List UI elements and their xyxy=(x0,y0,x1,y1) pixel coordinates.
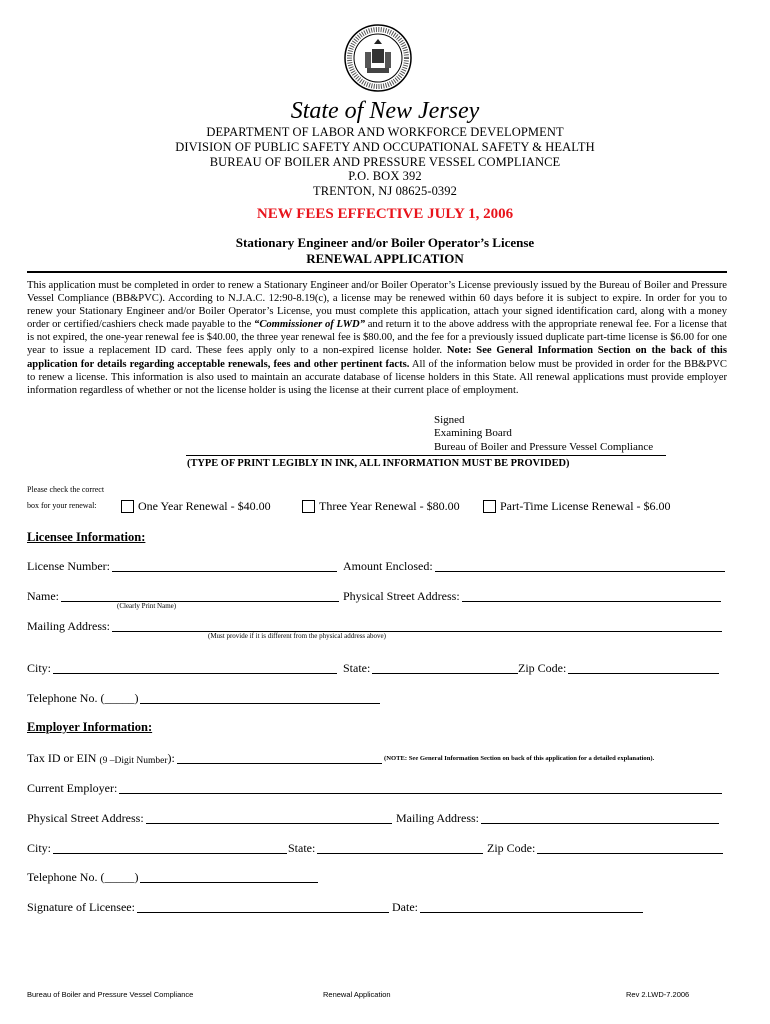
employer-mailing-address-label: Mailing Address: xyxy=(396,811,479,825)
renewal-prompt-2: box for your renewal: xyxy=(27,501,97,510)
examining-board-label: Examining Board xyxy=(434,427,512,439)
employer-state-field[interactable] xyxy=(288,841,483,856)
renewal-prompt-1: Please check the correct xyxy=(27,485,105,494)
three-year-label: Three Year Renewal - $80.00 xyxy=(319,499,460,513)
footer-right: Rev 2.LWD-7.2006 xyxy=(626,990,690,999)
state-seal-icon xyxy=(343,22,413,94)
physical-address-label: Physical Street Address: xyxy=(343,589,460,603)
employer-city-label: City: xyxy=(27,841,52,855)
instructions-paragraph: This application must be completed in order to renew a Stationary Engineer and/or Boiler Operator’s License previously issued by the Bureau of Boiler and Pressure Vessel Compliance (BB&PVC). According to N.J.A.C. 12:90-8.19(c), a license may be renewed within 60 days before it is subject to expire. In order for you to renew your Stationary Engineer and/or Boiler Operator’s License, you must complete this application, attach your signed identification card, along with a money order or certified/cashiers check made payable to the “Commissioner of LWD” and return it to the above address with the appropriate renewal fee. For a license that is not expired, the one-year renewal fee is $40.00, the three year renewal fee is $80.00, and the fee for a previously issued duplicate part-time license is $6.00 for one year to issue a replacement ID card. These fees apply only to a non-expired license holder. Note: See General Information Section on the back of this application for details regarding acceptable renewals, fees and other pertinent facts. All of the information below must be provided in order for the BB&PVC to renew a license. This information is also used to maintain an accurate database of license holders in this State. All renewal applications must provide employer information regardless of whether or not the license holder is using the license at their current place of employment. xyxy=(27,280,728,396)
license-number-label: License Number: xyxy=(27,559,110,573)
footer-center: Renewal Application xyxy=(323,990,391,999)
tax-id-hint: (9 –Digit Number xyxy=(99,756,168,766)
tax-id-field[interactable] xyxy=(27,751,382,766)
amount-enclosed-field[interactable] xyxy=(343,559,725,574)
date-field[interactable] xyxy=(392,900,643,915)
city-line: TRENTON, NJ 08625-0392 xyxy=(313,184,457,198)
department-line: DEPARTMENT OF LABOR AND WORKFORCE DEVELOPMENT xyxy=(206,125,564,139)
signature-field[interactable] xyxy=(27,900,389,915)
employer-heading: Employer Information: xyxy=(27,720,153,734)
tax-id-close: ): xyxy=(167,751,175,765)
signature-label: Signature of Licensee: xyxy=(27,900,135,914)
zip-field[interactable] xyxy=(518,661,719,676)
header-divider xyxy=(27,271,727,273)
mailing-address-hint: (Must provide if it is different from the physical address above) xyxy=(208,632,386,640)
signed-label: Signed xyxy=(434,414,465,426)
type-print-notice: (TYPE OF PRINT LEGIBLY IN INK, ALL INFORMATION MUST BE PROVIDED) xyxy=(187,458,570,469)
name-field[interactable] xyxy=(27,589,339,604)
part-time-checkbox[interactable] xyxy=(483,500,496,513)
employer-city-field[interactable] xyxy=(27,841,287,856)
employer-mailing-address-field[interactable] xyxy=(396,811,719,826)
three-year-option[interactable] xyxy=(302,499,460,514)
city-label: City: xyxy=(27,661,52,675)
one-year-option[interactable] xyxy=(121,499,271,514)
part-time-label: Part-Time License Renewal - $6.00 xyxy=(500,499,671,513)
one-year-checkbox[interactable] xyxy=(121,500,134,513)
fees-notice: NEW FEES EFFECTIVE JULY 1, 2006 xyxy=(256,206,514,222)
state-field[interactable] xyxy=(343,661,518,676)
state-label: State: xyxy=(343,661,371,675)
state-title: State of New Jersey xyxy=(290,98,480,124)
one-year-label: One Year Renewal - $40.00 xyxy=(138,499,271,513)
bureau-line: BUREAU OF BOILER AND PRESSURE VESSEL COMPLIANCE xyxy=(209,155,561,169)
licensee-heading: Licensee Information: xyxy=(27,530,146,544)
current-employer-field[interactable] xyxy=(27,781,722,796)
bureau-label: Bureau of Boiler and Pressure Vessel Compliance xyxy=(434,441,654,453)
employer-zip-field[interactable] xyxy=(487,841,723,856)
three-year-checkbox[interactable] xyxy=(302,500,315,513)
employer-telephone-label: Telephone No. (_____) xyxy=(27,870,139,884)
license-number-field[interactable] xyxy=(27,559,337,574)
division-line: DIVISION OF PUBLIC SAFETY AND OCCUPATIONAL SAFETY & HEALTH xyxy=(175,140,595,154)
date-label: Date: xyxy=(392,900,418,914)
mailing-address-label: Mailing Address: xyxy=(27,619,110,633)
name-hint: (Clearly Print Name) xyxy=(117,602,177,610)
city-field[interactable] xyxy=(27,661,337,676)
employer-physical-address-field[interactable] xyxy=(27,811,392,826)
employer-telephone-field[interactable] xyxy=(27,870,318,885)
telephone-label: Telephone No. (_____) xyxy=(27,691,139,705)
tax-id-label: Tax ID or EIN xyxy=(27,751,97,765)
physical-address-field[interactable] xyxy=(343,589,721,604)
telephone-field[interactable] xyxy=(27,691,380,706)
application-title: RENEWAL APPLICATION xyxy=(306,251,464,266)
employer-zip-label: Zip Code: xyxy=(487,841,536,855)
footer-left: Bureau of Boiler and Pressure Vessel Compliance xyxy=(27,990,194,999)
employer-physical-address-label: Physical Street Address: xyxy=(27,811,144,825)
signature-block-divider xyxy=(186,455,666,456)
license-title: Stationary Engineer and/or Boiler Operator’s License xyxy=(235,235,535,250)
po-box-line: P.O. BOX 392 xyxy=(348,169,422,183)
tax-id-note: (NOTE: See General Information Section on back of this application for a detailed explanation). xyxy=(384,755,655,762)
current-employer-label: Current Employer: xyxy=(27,781,118,795)
employer-state-label: State: xyxy=(288,841,316,855)
part-time-option[interactable] xyxy=(483,499,671,514)
amount-enclosed-label: Amount Enclosed: xyxy=(343,559,433,573)
name-label: Name: xyxy=(27,589,59,603)
zip-label: Zip Code: xyxy=(518,661,567,675)
